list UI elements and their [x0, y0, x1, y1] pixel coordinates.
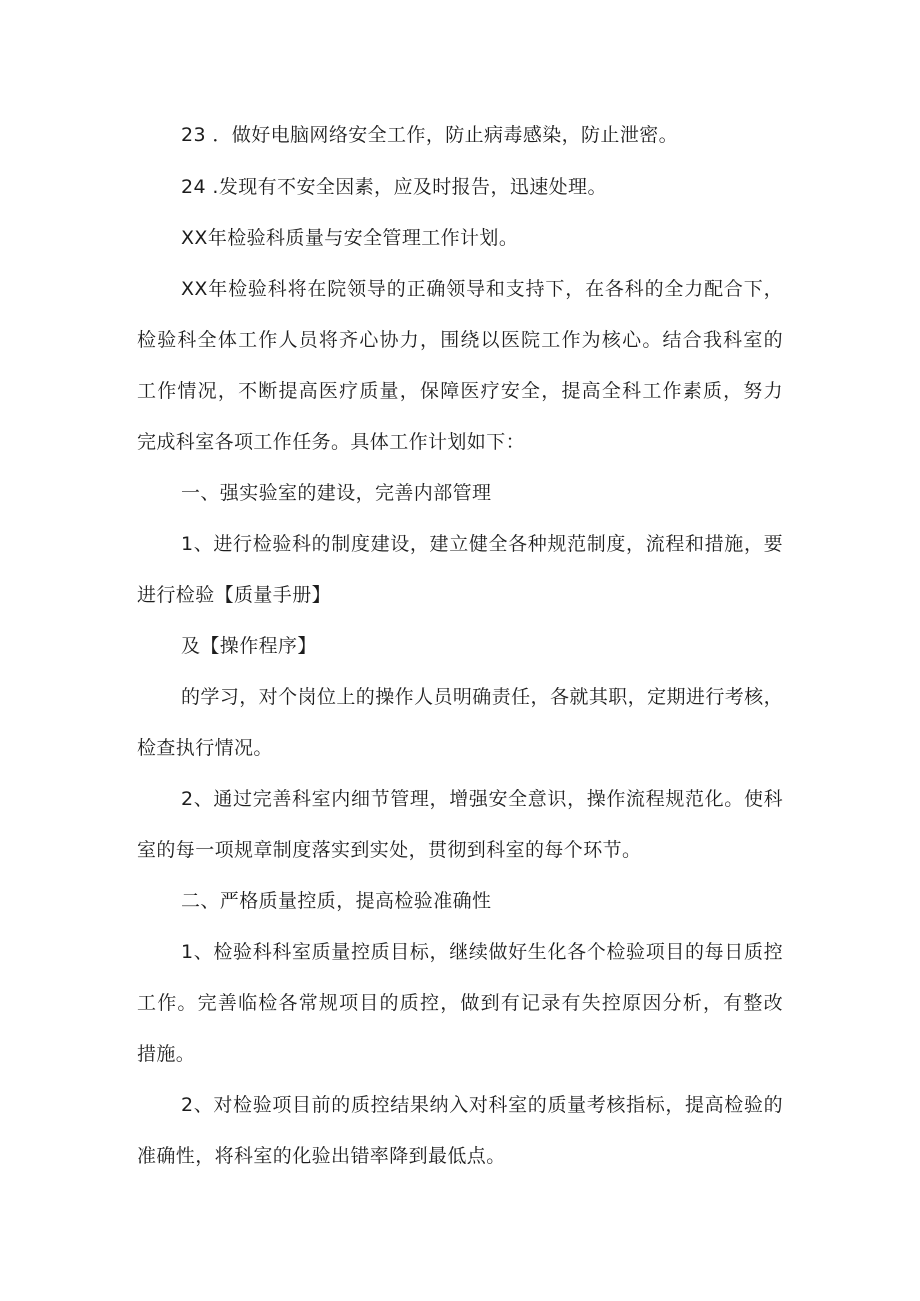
item-1-2-line-2: 室的每一项规章制度落实到实处，贯彻到科室的每个环节。: [137, 839, 642, 861]
item-2-1-line-3: 措施。: [137, 1043, 196, 1065]
text-line-item-23: 23 ．做好电脑网络安全工作，防止病毒感染，防止泄密。: [181, 124, 679, 146]
text-line-item-24: 24 .发现有不安全因素，应及时报告，迅速处理。: [181, 176, 607, 198]
item-1-1-line-1: 1、进行检验科的制度建设，建立健全各种规范制度，流程和措施，要: [181, 533, 783, 555]
intro-paragraph-line-3: 工作情况，不断提高医疗质量，保障医疗安全，提高全科工作素质，努力: [137, 380, 783, 402]
item-2-1-line-1: 1、检验科科室质量控质目标，继续做好生化各个检验项目的每日质控: [181, 941, 783, 963]
item-2-2-line-1: 2、对检验项目前的质控结果纳入对科室的质量考核指标，提高检验的: [181, 1094, 783, 1116]
intro-paragraph-line-1: XX年检验科将在院领导的正确领导和支持下，在各科的全力配合下，: [181, 278, 783, 300]
item-1-1-line-5: 检查执行情况。: [137, 737, 273, 759]
item-2-2-line-2: 准确性，将科室的化验出错率降到最低点。: [137, 1145, 506, 1167]
section-heading-1: 一、强实验室的建设，完善内部管理: [181, 482, 492, 504]
intro-paragraph-line-2: 检验科全体工作人员将齐心协力，围绕以医院工作为核心。结合我科室的: [137, 329, 783, 351]
intro-paragraph-line-4: 完成科室各项工作任务。具体工作计划如下：: [137, 431, 526, 453]
section-heading-2: 二、严格质量控质，提高检验准确性: [181, 890, 492, 912]
item-2-1-line-2: 工作。完善临检各常规项目的质控，做到有记录有失控原因分析，有整改: [137, 992, 783, 1014]
item-1-1-line-2: 进行检验【质量手册】: [137, 584, 332, 606]
item-1-2-line-1: 2、通过完善科室内细节管理，增强安全意识，操作流程规范化。使科: [181, 788, 783, 810]
plan-title: XX年检验科质量与安全管理工作计划。: [181, 227, 519, 249]
item-1-1-line-4: 的学习，对个岗位上的操作人员明确责任，各就其职，定期进行考核，: [181, 686, 783, 708]
item-1-1-line-3: 及【操作程序】: [181, 635, 317, 657]
